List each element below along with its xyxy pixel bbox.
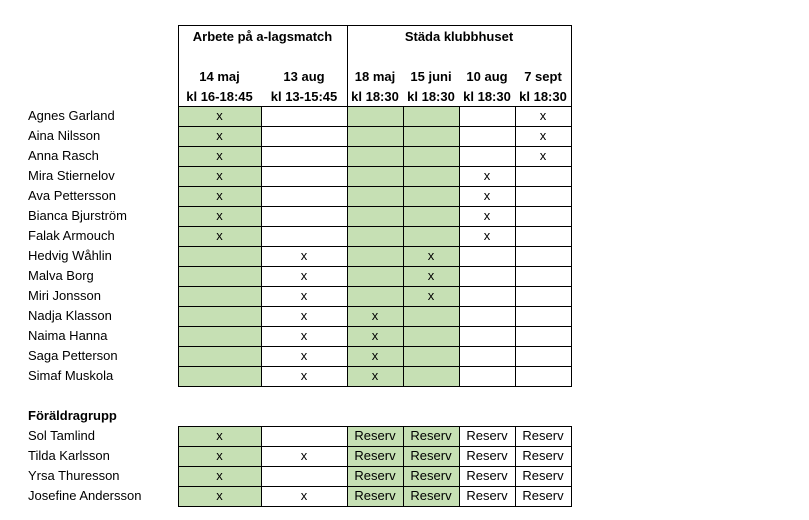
parent-cell: x [178, 446, 261, 466]
grid-line [178, 486, 572, 487]
member-cell: x [300, 268, 308, 283]
time-header-2: kl 13-15:45 [270, 89, 338, 104]
member-name: Aina Nilsson [28, 128, 101, 143]
parent-cell: Reserv [347, 446, 403, 466]
parent-cell: Reserv [403, 466, 459, 486]
member-cell [459, 346, 515, 366]
member-cell: x [539, 148, 547, 163]
member-cell [403, 366, 459, 386]
member-name: Anna Rasch [28, 148, 99, 163]
grid-line [178, 386, 572, 387]
member-cell: x [483, 168, 491, 183]
member-cell [515, 186, 571, 206]
member-cell [403, 226, 459, 246]
member-cell [459, 106, 515, 126]
grid-line [403, 426, 404, 507]
grid-line [347, 106, 348, 387]
member-name: Miri Jonsson [28, 288, 101, 303]
date-header-6: 7 sept [524, 69, 562, 84]
member-cell: x [347, 326, 403, 346]
grid-line [178, 426, 179, 507]
parent-cell: Reserv [347, 466, 403, 486]
member-cell: x [300, 328, 308, 343]
grid-line [459, 106, 460, 387]
member-cell: x [403, 246, 459, 266]
parent-cell: x [300, 488, 308, 503]
member-cell [261, 126, 347, 146]
member-cell [347, 106, 403, 126]
grid-line [261, 106, 262, 387]
member-cell [178, 266, 261, 286]
member-name: Naima Hanna [28, 328, 108, 343]
member-cell [178, 286, 261, 306]
member-cell [403, 206, 459, 226]
grid-line [178, 206, 572, 207]
member-cell [403, 306, 459, 326]
grid-line [178, 166, 572, 167]
grid-line [261, 426, 262, 507]
parent-cell: Reserv [466, 468, 508, 483]
member-cell [459, 146, 515, 166]
member-cell: x [300, 348, 308, 363]
grid-line [459, 426, 460, 507]
parent-cell: Reserv [466, 428, 508, 443]
member-cell [515, 166, 571, 186]
parent-cell [261, 426, 347, 446]
member-name: Malva Borg [28, 268, 94, 283]
member-cell: x [403, 266, 459, 286]
member-name: Saga Petterson [28, 348, 118, 363]
member-cell [347, 206, 403, 226]
member-cell [515, 346, 571, 366]
member-cell [403, 146, 459, 166]
member-name: Ava Pettersson [28, 188, 116, 203]
member-cell [178, 306, 261, 326]
grid-line [178, 346, 572, 347]
time-header-3: kl 18:30 [351, 89, 399, 104]
grid-line [178, 426, 572, 427]
grid-line [403, 106, 404, 387]
grid-line [178, 266, 572, 267]
grid-line [571, 25, 572, 106]
member-cell: x [300, 248, 308, 263]
member-cell: x [539, 128, 547, 143]
member-cell: x [300, 288, 308, 303]
grid-line [178, 446, 572, 447]
grid-line [178, 106, 572, 107]
member-name: Hedvig Wåhlin [28, 248, 112, 263]
time-header-6: kl 18:30 [519, 89, 567, 104]
parent-cell: Reserv [522, 488, 564, 503]
grid-line [515, 106, 516, 387]
grid-line [178, 146, 572, 147]
member-cell [459, 126, 515, 146]
member-cell: x [178, 146, 261, 166]
date-header-3: 18 maj [354, 69, 396, 84]
member-cell [403, 346, 459, 366]
member-name: Simaf Muskola [28, 368, 114, 383]
member-cell [261, 146, 347, 166]
member-cell [515, 246, 571, 266]
grid-line [571, 106, 572, 387]
member-cell [261, 226, 347, 246]
member-name: Agnes Garland [28, 108, 115, 123]
member-cell: x [403, 286, 459, 306]
member-cell: x [178, 166, 261, 186]
member-cell [459, 246, 515, 266]
member-cell [178, 366, 261, 386]
grid-line [178, 366, 572, 367]
time-header-4: kl 18:30 [407, 89, 455, 104]
grid-line [178, 25, 572, 26]
group-heading-match: Arbete på a-lagsmatch [192, 29, 333, 44]
grid-line [178, 506, 572, 507]
member-cell [347, 246, 403, 266]
member-cell [347, 286, 403, 306]
parent-cell: x [178, 486, 261, 506]
grid-line [571, 426, 572, 507]
member-cell [459, 326, 515, 346]
member-cell [261, 186, 347, 206]
member-cell [347, 126, 403, 146]
grid-line [178, 466, 572, 467]
member-cell [515, 226, 571, 246]
member-cell [261, 166, 347, 186]
grid-line [178, 226, 572, 227]
member-cell [515, 326, 571, 346]
member-cell: x [539, 108, 547, 123]
time-header-1: kl 16-18:45 [186, 89, 253, 104]
member-cell: x [178, 106, 261, 126]
member-cell [347, 266, 403, 286]
member-name: Bianca Bjurström [28, 208, 127, 223]
member-cell: x [300, 308, 308, 323]
member-cell [403, 106, 459, 126]
parent-cell: Reserv [347, 486, 403, 506]
member-cell [403, 126, 459, 146]
member-cell [459, 366, 515, 386]
member-cell: x [178, 126, 261, 146]
grid-line [178, 186, 572, 187]
parent-cell: Reserv [522, 428, 564, 443]
member-cell [347, 146, 403, 166]
group-heading-cleaning: Städa klubbhuset [404, 29, 514, 44]
parent-name: Josefine Andersson [28, 488, 142, 503]
member-cell [515, 286, 571, 306]
parent-cell: Reserv [522, 448, 564, 463]
grid-line [178, 126, 572, 127]
parent-cell: Reserv [403, 426, 459, 446]
parent-group-title: Föräldragrupp [28, 408, 117, 423]
grid-line [178, 25, 179, 106]
parent-cell: Reserv [466, 448, 508, 463]
parent-name: Yrsa Thuresson [28, 468, 120, 483]
member-cell [261, 206, 347, 226]
grid-line [178, 246, 572, 247]
member-cell: x [178, 226, 261, 246]
member-cell [178, 326, 261, 346]
member-cell [178, 346, 261, 366]
member-cell: x [483, 188, 491, 203]
member-cell [347, 186, 403, 206]
parent-cell [261, 466, 347, 486]
grid-line [178, 286, 572, 287]
member-cell [178, 246, 261, 266]
grid-line [347, 25, 348, 106]
grid-line [347, 426, 348, 507]
member-cell [403, 326, 459, 346]
date-header-1: 14 maj [199, 69, 240, 84]
member-name: Falak Armouch [28, 228, 115, 243]
member-cell [459, 266, 515, 286]
member-cell [403, 186, 459, 206]
member-cell: x [300, 368, 308, 383]
member-cell: x [347, 306, 403, 326]
grid-line [178, 106, 179, 387]
parent-name: Sol Tamlind [28, 428, 95, 443]
parent-cell: x [300, 448, 308, 463]
member-cell [261, 106, 347, 126]
member-cell: x [347, 366, 403, 386]
grid-line [178, 306, 572, 307]
member-cell [515, 206, 571, 226]
member-cell [347, 166, 403, 186]
grid-line [178, 326, 572, 327]
member-name: Nadja Klasson [28, 308, 112, 323]
parent-cell: Reserv [522, 468, 564, 483]
member-cell [459, 306, 515, 326]
member-name: Mira Stiernelov [28, 168, 115, 183]
member-cell: x [178, 186, 261, 206]
member-cell [515, 266, 571, 286]
parent-name: Tilda Karlsson [28, 448, 110, 463]
member-cell [515, 366, 571, 386]
grid-line [515, 426, 516, 507]
time-header-5: kl 18:30 [463, 89, 511, 104]
parent-cell: Reserv [466, 488, 508, 503]
parent-cell: x [178, 426, 261, 446]
member-cell: x [347, 346, 403, 366]
member-cell: x [483, 228, 491, 243]
member-cell: x [483, 208, 491, 223]
member-cell: x [178, 206, 261, 226]
parent-cell: Reserv [403, 486, 459, 506]
member-cell [515, 306, 571, 326]
date-header-4: 15 juni [410, 69, 452, 84]
date-header-5: 10 aug [466, 69, 508, 84]
date-header-2: 13 aug [283, 69, 325, 84]
member-cell [403, 166, 459, 186]
parent-cell: Reserv [347, 426, 403, 446]
member-cell [347, 226, 403, 246]
parent-cell: x [178, 466, 261, 486]
member-cell [459, 286, 515, 306]
parent-cell: Reserv [403, 446, 459, 466]
